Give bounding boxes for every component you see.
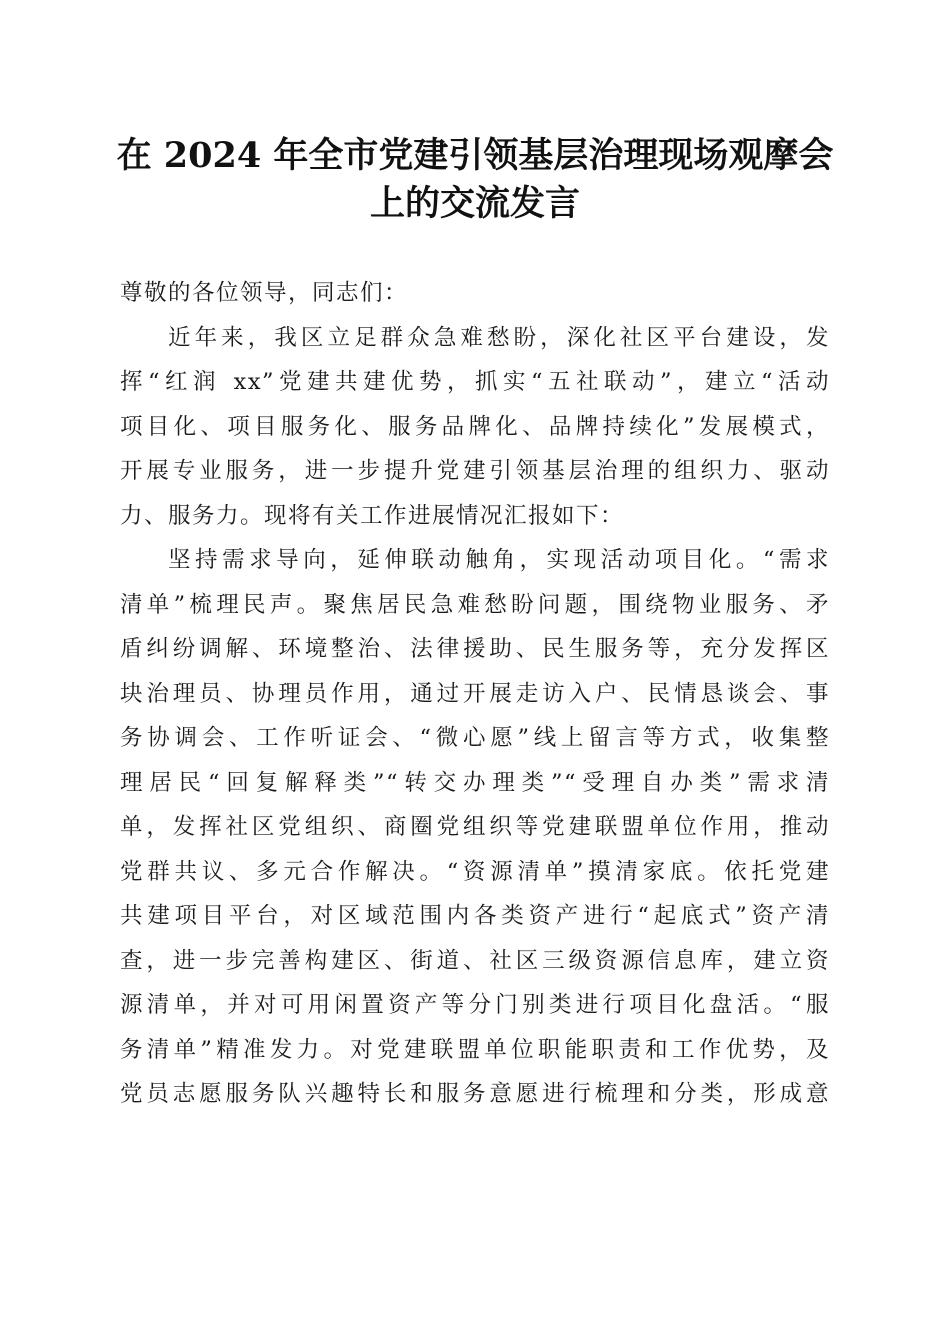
document-body <box>120 271 830 1117</box>
paragraph-line: 党群共议、多元合作解决。“资源清单”摸清家底。依托党建 <box>120 858 830 885</box>
paragraph-line: 近年来，我区立足群众急难愁盼，深化社区平台建设，发 <box>168 324 830 351</box>
paragraph-line: 清单”梳理民声。聚焦居民急难愁盼问题，围绕物业服务、矛 <box>120 591 830 618</box>
paragraph-line: 理居民“回复解释类”“转交办理类”“受理自办类”需求清 <box>120 769 830 796</box>
paragraph-line: 共建项目平台，对区域范围内各类资产进行“起底式”资产清 <box>120 903 830 929</box>
paragraph-line: 盾纠纷调解、环境整治、法律援助、民生服务等，充分发挥区 <box>120 636 830 662</box>
paragraph-line: 项目化、项目服务化、服务品牌化、品牌持续化”发展模式， <box>120 413 830 440</box>
paragraph-line: 党员志愿服务队兴趣特长和服务意愿进行梳理和分类，形成意 <box>120 1081 830 1107</box>
paragraph-line: 源清单，并对可用闲置资产等分门别类进行项目化盘活。“服 <box>120 992 830 1018</box>
paragraph-line: 挥“红润 xx”党建共建优势，抓实“五社联动”，建立“活动 <box>120 369 830 395</box>
paragraph-line: 坚持需求导向，延伸联动触角，实现活动项目化。“需求 <box>168 547 830 573</box>
document-title <box>100 132 850 228</box>
title-line-1: 在 2024 年全市党建引领基层治理现场观摩会 <box>116 135 834 176</box>
paragraph-line: 查，进一步完善构建区、街道、社区三级资源信息库，建立资 <box>120 947 830 974</box>
paragraph-line: 开展专业服务，进一步提升党建引领基层治理的组织力、驱动 <box>120 458 830 484</box>
paragraph-line: 务清单”精准发力。对党建联盟单位职能职责和工作优势，及 <box>120 1036 830 1063</box>
paragraph-line: 务协调会、工作听证会、“微心愿”线上留言等方式，收集整 <box>120 725 830 751</box>
paragraph-line: 力、服务力。现将有关工作进展情况汇报如下： <box>120 502 625 529</box>
paragraph-line: 块治理员、协理员作用，通过开展走访入户、民情恳谈会、事 <box>120 680 830 707</box>
salutation: 尊敬的各位领导，同志们： <box>120 280 409 306</box>
title-line-2: 上的交流发言 <box>369 183 580 224</box>
paragraph-line: 单，发挥社区党组织、商圈党组织等党建联盟单位作用，推动 <box>120 814 830 840</box>
